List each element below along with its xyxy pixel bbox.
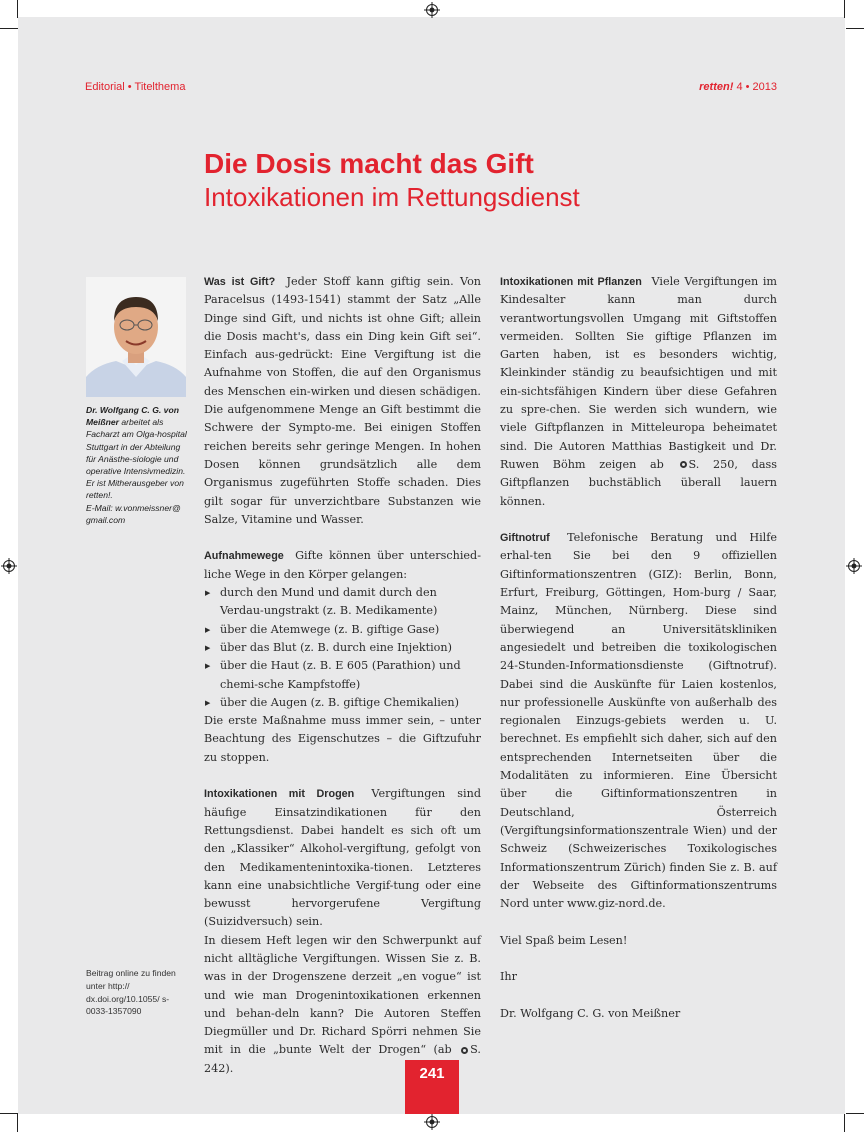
paragraph-drogen-2 — [204, 932, 481, 1078]
crop-mark — [844, 1114, 845, 1132]
signature: Dr. Wolfgang C. G. von Meißner — [500, 1006, 681, 1020]
page-number: 241 — [405, 1060, 459, 1114]
registration-mark-icon — [424, 2, 440, 18]
article-title: Die Dosis macht das Gift — [204, 148, 534, 179]
page-reference: S. 250, dass Giftpflanzen buchstäblich überall lauern können. — [500, 457, 777, 508]
body-text: Viele Vergiftungen im Kindesalter kann man durch verantwortungsvollen Umgang mit Giftstoffen vermeiden. Sollten Sie giftige Pflanzen im Garten haben, ist es besonders wichtig, Kleinkinder ständig zu beaufsichtigen und mit ein-sichtsfähigen Kindern über diese Gefahren zu spre-chen. Sie werden sich wundern, wie viele Giftpflanzen in Mitteleuropa beheimatet sind. Die Autoren Matthias Bastigkeit und Dr. Ruwen Böhm zeigen ab — [500, 275, 778, 471]
crop-mark — [0, 1113, 18, 1114]
list-item: ▶ über die Atemwege (z. B. giftige Gase) — [204, 621, 481, 639]
body-text: Telefonische Beratung und Hilfe erhal-ten Sie bei den 9 offiziellen Giftinformationszentren (GIZ): Berlin, Bonn, Erfurt, Freiburg, Göttingen, Hom-burg / Saar, Mainz, München, Nürnberg. Diese sind überwiegend an Universitätskliniken angesiedelt und betreiben die toxikologischen 24-Stunden-Informationsdienste (Giftnotruf). Dabei sind die Auskünfte für Laien kostenlos, nur professionelle Auskünfte von außerhalb des regionalen Einzugs-gebiets werden u. U. berechnet. Es empfiehlt sich daher, sich auf den entsprechenden Internetseiten über die Modalitäten zu informieren. Eine Übersicht über die Giftinformationszentren in Deutschland, Österreich (Vergiftungsinformationszentrale Wien) und der Schweiz (Schweizerisches Toxikologisches Informationszentrum Zürich) finden Sie z. B. auf der Webseite des Giftinformationszentrums Nord unter www.giz-nord.de. — [500, 531, 778, 911]
author-bio: arbeitet als Facharzt am Olga-hospital Stuttgart in der Abteilung für Anästhe-siologie und operative Intensivmedizin. Er ist Mitherausgeber von retten!. — [86, 417, 187, 501]
body-text: Jeder Stoff kann giftig sein. Von Paracelsus (1493-1541) stammt der Satz „Alle Dinge sind Gift, und nichts ist ohne Gift; allein die Dosis macht's, dass ein Ding kein Gift sei“. Einfach aus-gedrückt: Eine Vergiftung ist die Aufnahme von Stoffen, die auf den Organismus des Menschen ein-wirken und diesen schädigen. Die aufgenommene Menge an Gift bestimmt die Schwere der Sympto-me. Bei einigen Stoffen reichen bereits sehr geringe Mengen. In hohen Dosen können grundsätzlich alle dem Organismus zugeführten Stoffe schaden. Dies gilt sogar für unverzichtbare Substanzen wie Salze, Vitamine und Wasser. — [204, 275, 482, 526]
body-text: In diesem Heft legen wir den Schwerpunkt auf nicht alltägliche Vergiftungen. Wissen Sie z. B. was in der Drogenszene derzeit „en vogue“ ist und wie man Drogenintoxikationen erkennen und behan-deln kann? Die Autoren Steffen Diegmüller und Dr. Richard Spörri nehmen Sie mit in die „bunte Welt der Drogen“ (ab — [204, 933, 481, 1057]
crop-mark — [846, 1113, 864, 1114]
crop-mark — [846, 28, 864, 29]
heading-aufnahmewege: Aufnahmewege — [204, 550, 284, 563]
article-subtitle: Intoxikationen im Rettungsdienst — [204, 182, 580, 212]
heading-drogen: Intoxikationen mit Drogen — [204, 788, 355, 801]
crop-mark — [844, 0, 845, 18]
body-text: Vergiftungen sind häufige Einsatzindikationen für den Rettungsdienst. Dabei handelt es sich oft um den „Klassiker“ Alkohol-vergiftung, gefolgt von den Medikamentenintoxika-tionen. Letzteres kann eine unabsichtliche Vergif-tung oder eine bewusst hervorgerufene Vergiftung (Suizidversuch) sein. — [204, 787, 481, 929]
registration-mark-icon — [424, 1114, 440, 1130]
author-caption — [86, 404, 190, 526]
author-name: Dr. Wolfgang C. G. von Meißner — [86, 405, 179, 428]
section-label: Editorial • Titelthema — [85, 81, 186, 93]
page-reference-icon — [680, 461, 687, 468]
paragraph-was-ist-gift — [204, 273, 481, 529]
closing-greeting: Viel Spaß beim Lesen! — [500, 933, 628, 947]
heading-giftnotruf: Giftnotruf — [500, 532, 550, 545]
paragraph-giftnotruf — [500, 529, 777, 913]
page-reference-icon — [461, 1047, 468, 1054]
issue-number: 4 • 2013 — [736, 81, 777, 93]
issue-label — [699, 81, 777, 93]
route-list — [204, 584, 481, 712]
list-item: ▶ über die Augen (z. B. giftige Chemikalien) — [204, 694, 481, 712]
heading-pflanzen: Intoxikationen mit Pflanzen — [500, 276, 642, 288]
paragraph-first-measure: Die erste Maßnahme muss immer sein, – unter Beachtung des Eigenschutzes – die Giftzufuhr zu stoppen. — [204, 714, 481, 764]
heading-was-ist-gift: Was ist Gift? — [204, 276, 276, 288]
body-text: Gifte können über unterschied-liche Wege in den Körper gelangen: — [204, 549, 481, 581]
text-column-left — [204, 273, 481, 1078]
paragraph-drogen — [204, 785, 481, 931]
paragraph-pflanzen — [500, 273, 777, 511]
closing-ihr: Ihr — [500, 970, 517, 984]
online-note: Beitrag online zu finden unter http:// dx.doi.org/10.1055/ s-0033-1357090 — [86, 968, 176, 1017]
page-reference: S. 242). — [204, 1043, 481, 1075]
paragraph-aufnahmewege — [204, 547, 481, 584]
registration-mark-icon — [846, 558, 862, 574]
text-column-right — [500, 273, 777, 1023]
crop-mark — [17, 0, 18, 18]
author-photo — [86, 277, 186, 397]
registration-mark-icon — [1, 558, 17, 574]
author-email: E-Mail: w.vonmeissner@ gmail.com — [86, 502, 181, 525]
crop-mark — [0, 28, 18, 29]
list-item: ▶ über das Blut (z. B. durch eine Injektion) — [204, 639, 481, 657]
magazine-brand: retten! — [699, 81, 734, 93]
crop-mark — [17, 1114, 18, 1132]
list-item: ▶ durch den Mund und damit durch den Verdau-ungstrakt (z. B. Medikamente) — [204, 584, 481, 621]
list-item: ▶ über die Haut (z. B. E 605 (Parathion) und chemi-sche Kampfstoffe) — [204, 657, 481, 694]
